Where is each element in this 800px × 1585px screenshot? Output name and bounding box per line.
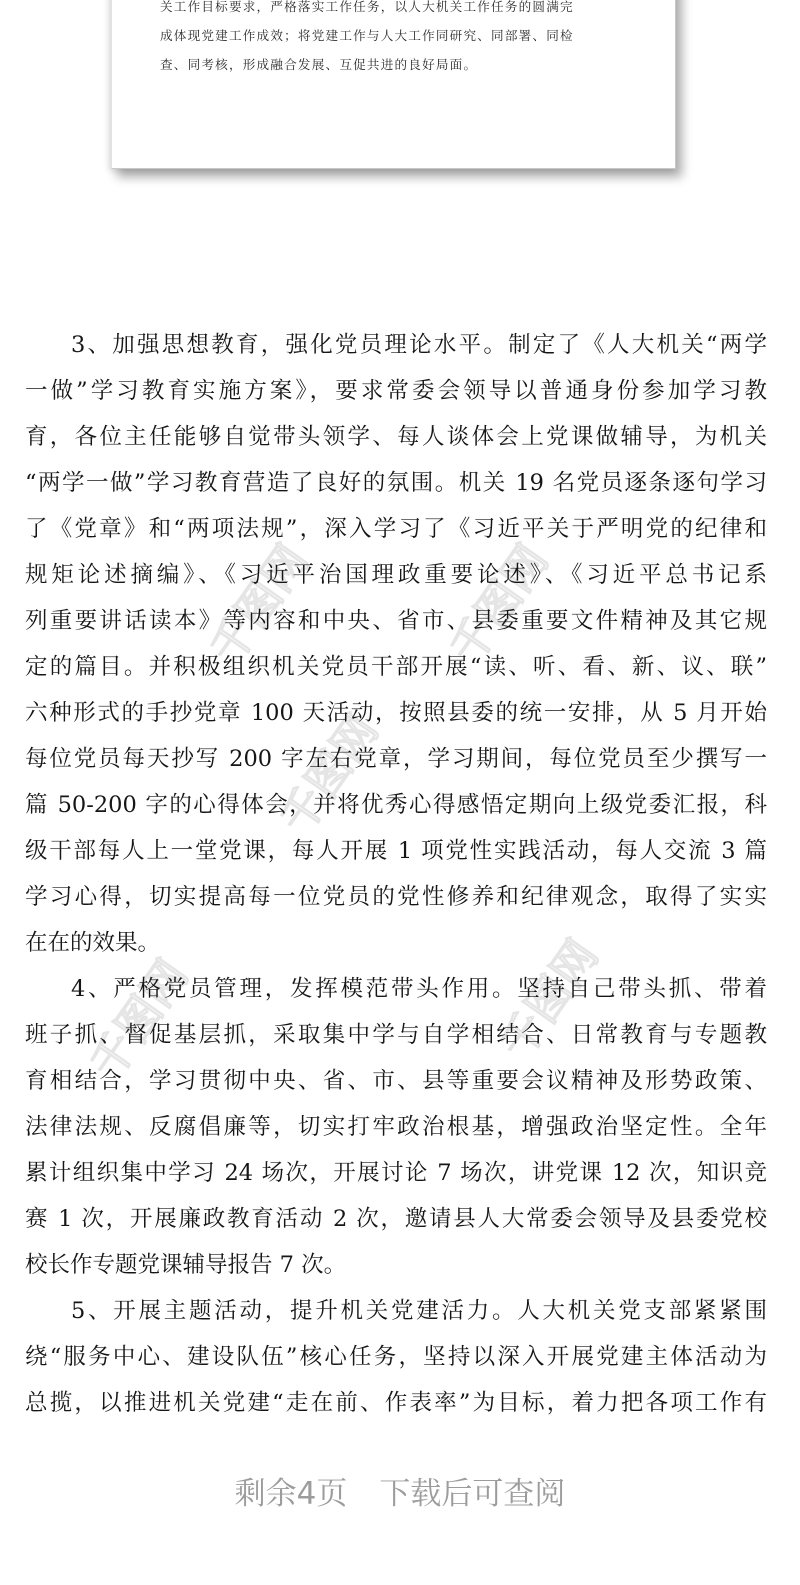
text-line: 了《党章》和“两项法规”，深入学习了《习近平关于严明党的纪律和 xyxy=(25,516,767,542)
text-line: 赛 1 次，开展廉政教育活动 2 次，邀请县人大常委会领导及县委党校 xyxy=(25,1206,767,1232)
text-line: 校长作专题党课辅导报告 7 次。 xyxy=(25,1252,347,1278)
watermark: 千图网 xyxy=(440,535,559,674)
watermark: 千图网 xyxy=(80,950,199,1089)
text-line: 5、开展主题活动，提升机关党建活力。人大机关党支部紧紧围 xyxy=(71,1298,767,1324)
paragraph-4 xyxy=(25,966,767,1288)
watermark: 千图网 xyxy=(200,535,319,674)
text-line: 一做”学习教育实施方案》，要求常委会领导以普通身份参加学习教 xyxy=(25,378,767,404)
watermark: 千图网 xyxy=(270,705,389,844)
text-line: 绕“服务中心、建设队伍”核心任务，坚持以深入开展党建主体活动为 xyxy=(25,1344,767,1370)
card-line: 成体现党建工作成效；将党建工作与人大工作同研究、同部署、同检 xyxy=(160,28,574,43)
paragraph-5 xyxy=(25,1288,767,1426)
text-line: 累计组织集中学习 24 场次，开展讨论 7 场次，讲党课 12 次，知识竞 xyxy=(25,1160,767,1186)
watermark: 千图网 xyxy=(490,930,609,1069)
text-line: 3、加强思想教育，强化党员理论水平。制定了《人大机关“两学 xyxy=(71,332,767,358)
card-line: 查、同考核，形成融合发展、互促共进的良好局面。 xyxy=(160,57,478,72)
document-body xyxy=(25,322,767,1426)
previous-page-card xyxy=(111,0,676,169)
text-line: 列重要讲话读本》等内容和中央、省市、县委重要文件精神及其它规 xyxy=(25,608,767,634)
previous-page-text xyxy=(160,0,640,79)
text-line: 定的篇目。并积极组织机关党员干部开展“读、听、看、新、议、联” xyxy=(25,654,767,680)
text-line: 六种形式的手抄党章 100 天活动，按照县委的统一安排，从 5 月开始 xyxy=(25,700,767,726)
text-line: “两学一做”学习教育营造了良好的氛围。机关 19 名党员逐条逐句学习 xyxy=(25,470,767,496)
text-line: 法律法规、反腐倡廉等，切实打牢政治根基，增强政治坚定性。全年 xyxy=(25,1114,767,1140)
remaining-pages-banner[interactable] xyxy=(0,1468,800,1513)
text-line: 育，各位主任能够自觉带头领学、每人谈体会上党课做辅导，为机关 xyxy=(25,424,767,450)
text-line: 总揽，以推进机关党建“走在前、作表率”为目标，着力把各项工作有 xyxy=(25,1390,767,1416)
text-line: 育相结合，学习贯彻中央、省、市、县等重要会议精神及形势政策、 xyxy=(25,1068,767,1094)
remaining-pages-label: 剩余4页 xyxy=(234,1476,348,1512)
text-line: 级干部每人上一堂党课，每人开展 1 项党性实践活动，每人交流 3 篇 xyxy=(25,838,767,864)
text-line: 在在的效果。 xyxy=(25,930,161,956)
text-line: 4、严格党员管理，发挥模范带头作用。坚持自己带头抓、带着 xyxy=(71,976,767,1002)
text-line: 规矩论述摘编》、《习近平治国理政重要论述》、《习近平总书记系 xyxy=(25,562,767,588)
download-hint-label: 下载后可查阅 xyxy=(379,1476,566,1512)
card-line: 关工作目标要求，严格落实工作任务，以人大机关工作任务的圆满完 xyxy=(160,0,574,14)
paragraph-3 xyxy=(25,322,767,966)
text-line: 班子抓、督促基层抓，采取集中学与自学相结合、日常教育与专题教 xyxy=(25,1022,767,1048)
text-line: 篇 50-200 字的心得体会，并将优秀心得感悟定期向上级党委汇报，科 xyxy=(25,792,767,818)
text-line: 每位党员每天抄写 200 字左右党章，学习期间，每位党员至少撰写一 xyxy=(25,746,767,772)
text-line: 学习心得，切实提高每一位党员的党性修养和纪律观念，取得了实实 xyxy=(25,884,767,910)
